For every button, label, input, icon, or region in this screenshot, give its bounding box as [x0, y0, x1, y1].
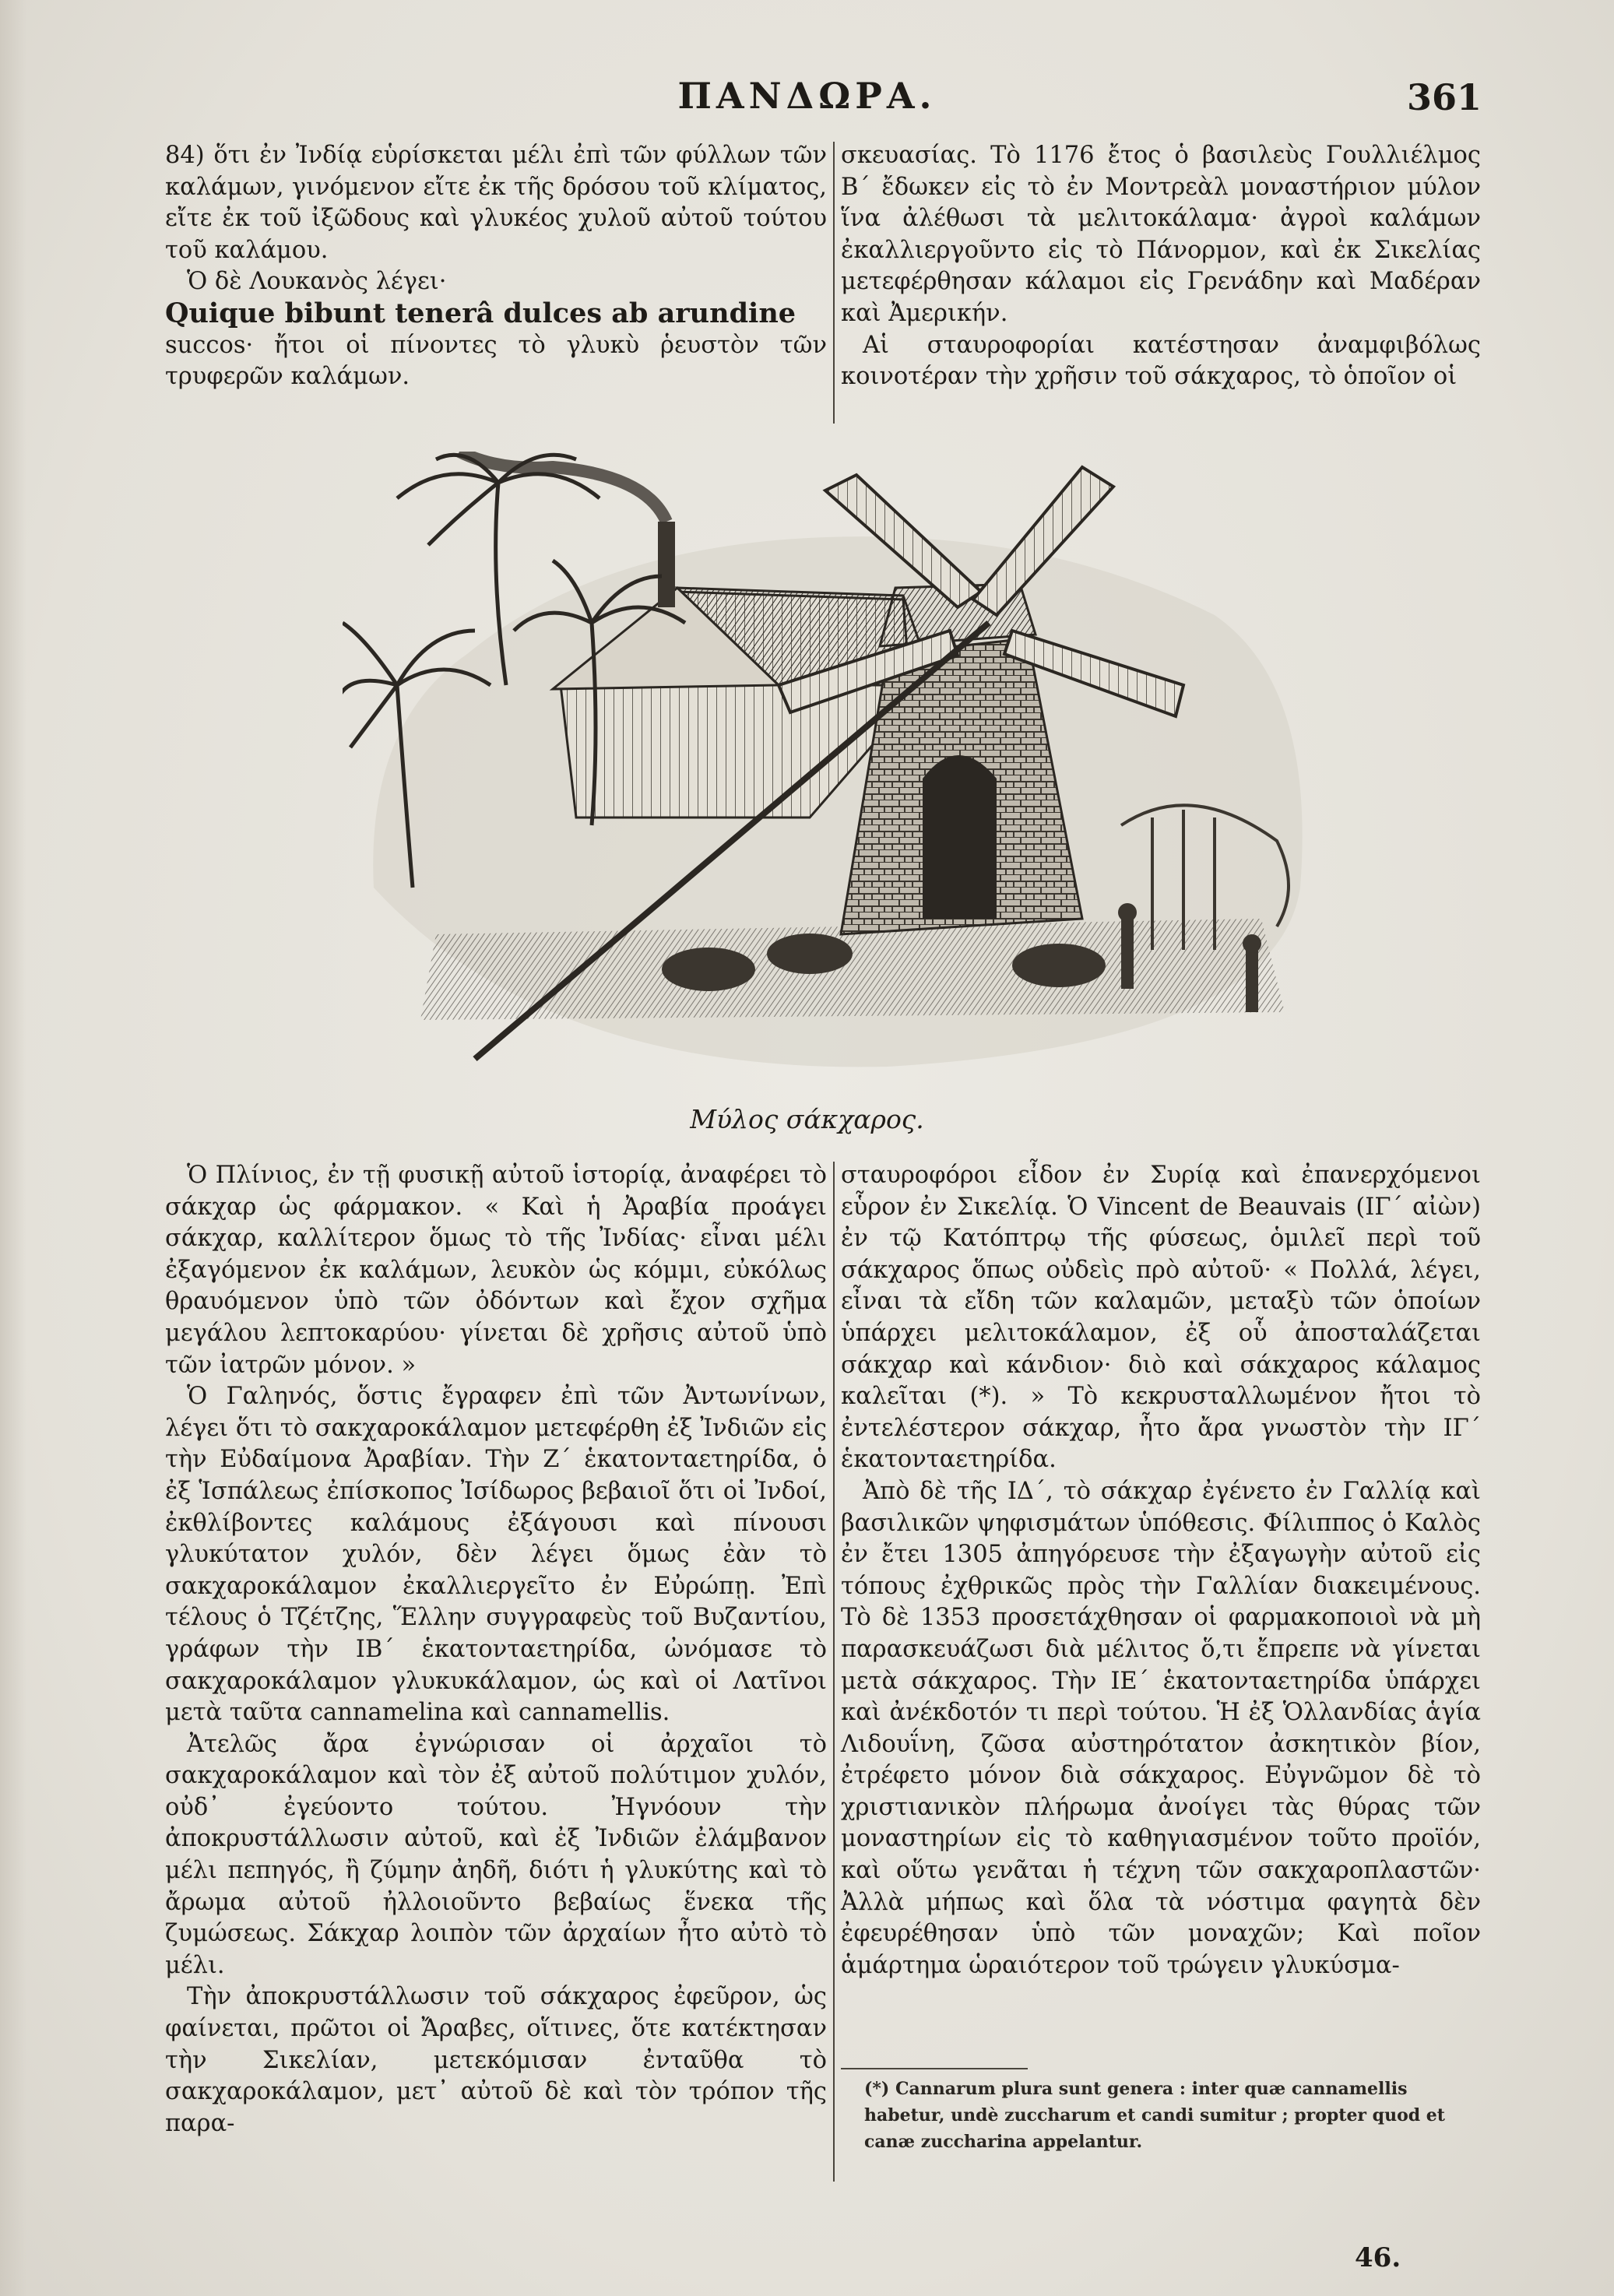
- left-column-bottom: [165, 1160, 827, 2140]
- paragraph: σκευασίας. Τὸ 1176 ἔτος ὁ βασιλεὺς Γουλλιέλμος Β΄ ἔδωκεν εἰς τὸ ἐν Μοντρεὰλ μοναστήριον μύλον ἵνα ἀλέθωσι τὰ μελιτοκάλαμα· ἀγροὶ καλάμων ἐκαλλιεργοῦντο εἰς τὸ Πάνορμον, καὶ ἐκ Σικελίας μετεφέρθησαν κάλαμοι εἰς Γρενάδην καὶ Μαδέραν καὶ Ἀμερικήν.: [841, 142, 1481, 327]
- sugar-mill-engraving: [343, 452, 1331, 1098]
- paragraph: succos· ἤτοι οἱ πίνοντες τὸ γλυκὺ ῥευστὸν τῶν τρυφερῶν καλάμων.: [165, 331, 827, 391]
- column-rule: [833, 142, 835, 424]
- page-number: 361: [1406, 76, 1482, 118]
- paragraph: σταυροφόροι εἶδον ἐν Συρίᾳ καὶ ἐπανερχόμενοι εὗρον ἐν Σικελίᾳ. Ὁ Vincent de Beauvais (ΙΓ΄ αἰὼν) ἐν τῷ Κατόπτρῳ τῆς φύσεως, ὁμιλεῖ περὶ τοῦ σάκχαρος ὅπως οὐδεὶς πρὸ αὐτοῦ· « Πολλά, λέγει, εἶναι τὰ εἴδη τῶν καλαμῶν, μεταξὺ τῶν ὁποίων ὑπάρχει μελιτοκάλαμον, ἐξ οὗ ἀποσταλάζεται σάκχαρ καὶ κάνδιον· διὸ καὶ σάκχαρος κάλαμος καλεῖται (*). » Τὸ κεκρυσταλλωμένον ἤτοι τὸ ἐντελέστερον σάκχαρ, ἦτο ἄρα γνωστὸν τὴν ΙΓ΄ ἑκατονταετηρίδα.: [841, 1162, 1481, 1474]
- paragraph: Ἀτελῶς ἄρα ἐγνώρισαν οἱ ἀρχαῖοι τὸ σακχαροκάλαμον καὶ τὸν ἐξ αὐτοῦ πολύτιμον χυλόν, οὐδ᾽ ἐγεύοντο τούτου. Ἠγνόουν τὴν ἀποκρυστάλλωσιν αὐτοῦ, καὶ ἐξ Ἰνδιῶν ἐλάμβανον μέλι πεπηγός, ἢ ζύμην ἀηδῆ, διότι ἡ γλυκύτης καὶ τὸ ἄρωμα αὐτοῦ ἠλλοιοῦντο βεβαίως ἕνεκα τῆς ζυμώσεως. Σάκχαρ λοιπὸν τῶν ἀρχαίων ἦτο αὐτὸ τὸ μέλι.: [165, 1730, 827, 1979]
- journal-title: ΠΑΝΔΩΡΑ.: [677, 75, 937, 117]
- signature-mark: 46.: [1355, 2242, 1401, 2273]
- paragraph: 84) ὅτι ἐν Ἰνδίᾳ εὑρίσκεται μέλι ἐπὶ τῶν φύλλων τῶν καλάμων, γινόμενον εἴτε ἐκ τῆς δρόσου τοῦ κλίματος, εἴτε ἐκ τοῦ ἰξῶδους καὶ γλυκέος χυλοῦ αὐτοῦ τούτου τοῦ καλάμου.: [165, 142, 827, 264]
- paragraph: Ὁ Γαληνός, ὅστις ἔγραφεν ἐπὶ τῶν Ἀντωνίνων, λέγει ὅτι τὸ σακχαροκάλαμον μετεφέρθη ἐξ Ἰνδιῶν εἰς τὴν Εὐδαίμονα Ἀραβίαν. Τὴν Ζ΄ ἑκατονταετηρίδα, ὁ ἐξ Ἱσπάλεως ἐπίσκοπος Ἰσίδωρος βεβαιοῖ ὅτι οἱ Ἰνδοί, ἐκθλίβοντες καλάμους ἐξάγουσι καὶ πίνουσι γλυκύτατον χυλόν, δὲν λέγει ὅμως ἐὰν τὸ σακχαροκάλαμον ἐκαλλιεργεῖτο ἐν Εὐρώπῃ. Ἐπὶ τέλους ὁ Τζέτζης, Ἕλλην συγγραφεὺς τοῦ Βυζαντίου, γράφων τὴν ΙΒ΄ ἑκατονταετηρίδα, ὠνόμασε τὸ σακχαροκάλαμον γλυκυκάλαμον, ὡς καὶ οἱ Λατῖνοι μετὰ ταῦτα cannamelina καὶ cannamellis.: [165, 1383, 827, 1727]
- paragraph: Ὁ Πλίνιος, ἐν τῇ φυσικῇ αὐτοῦ ἱστορίᾳ, ἀναφέρει τὸ σάκχαρ ὡς φάρμακον. « Καὶ ἡ Ἀραβία προάγει σάκχαρ, καλλίτερον ὅμως τὸ τῆς Ἰνδίας· εἶναι μέλι ἐξαγόμενον ἐκ καλάμων, λευκὸν ὡς κόμμι, εὐκόλως θραυόμενον ὑπὸ τῶν ὀδόντων καὶ ἔχον σχῆμα μεγάλου λεπτοκαρύου· γίνεται δὲ χρῆσις αὐτοῦ ὑπὸ τῶν ἰατρῶν μόνον. »: [165, 1162, 827, 1379]
- illustration-caption: Μύλος σάκχαρος.: [690, 1104, 924, 1134]
- page-gutter-shadow: [0, 0, 26, 2296]
- paragraph: Ὁ δὲ Λουκανὸς λέγει·: [187, 268, 447, 296]
- paragraph: Τὴν ἀποκρυστάλλωσιν τοῦ σάκχαρος ἐφεῦρον, ὡς φαίνεται, πρῶτοι οἱ Ἄραβες, οἵτινες, ὅτε κατέκτησαν τὴν Σικελίαν, μετεκόμισαν ἐνταῦθα τὸ σακχαροκάλαμον, μετ᾽ αὐτοῦ δὲ καὶ τὸν τρόπον τῆς παρα-: [165, 1983, 827, 2137]
- column-rule: [833, 1162, 835, 2182]
- latin-quote: Quique bibunt tenerâ dulces ab arundine: [165, 297, 796, 329]
- left-column-top: [165, 140, 827, 393]
- paragraph: Ἀπὸ δὲ τῆς ΙΔ΄, τὸ σάκχαρ ἐγένετο ἐν Γαλλίᾳ καὶ βασιλικῶν ψηφισμάτων ὑπόθεσις. Φίλιππος ὁ Καλὸς ἐν ἔτει 1305 ἀπηγόρευσε τὴν ἐξαγωγὴν αὐτοῦ εἰς τόπους ἐχθρικῶς πρὸς τὴν Γαλλίαν διακειμένους. Τὸ δὲ 1353 προσετάχθησαν οἱ φαρμακοποιοὶ νὰ μὴ παρασκευάζωσι διὰ μέλιτος ὅ,τι ἔπρεπε νὰ γίνεται μετὰ σάκχαρος. Τὴν ΙΕ΄ ἑκατονταετηρίδα ὑπάρχει καὶ ἀνέκδοτόν τι περὶ τούτου. Ἡ ἐξ Ὁλλανδίας ἁγία Λιδουΐνη, ζῶσα αὐστηρότατον ἀσκητικὸν βίον, ἐτρέφετο μόνον διὰ σάκχαρος. Εὐγνῶμον δὲ τὸ χριστιανικὸν πλήρωμα ἀνοίγει τὰς θύρας τῶν μοναστηρίων εἰς τὸ καθηγιασμένον τοῦτο προϊόν, καὶ οὕτω γενᾶται ἡ τέχνη τῶν σακχαροπλαστῶν· Ἀλλὰ μήπως καὶ ὅλα τὰ νόστιμα φαγητὰ δὲν ἐφευρέθησαν ὑπὸ τῶν μοναχῶν; Καὶ ποῖον ἁμάρτημα ὡραιότερον τοῦ τρώγειν γλυκύσμα-: [841, 1477, 1481, 1979]
- running-head: [0, 75, 1614, 121]
- right-column-bottom: [841, 1160, 1481, 1981]
- paragraph: Αἱ σταυροφορίαι κατέστησαν ἀναμφιβόλως κοινοτέραν τὴν χρῆσιν τοῦ σάκχαρος, τὸ ὁποῖον οἱ: [841, 331, 1481, 391]
- footnote: (*) Cannarum plura sunt genera : inter quæ cannamellis habetur, undè zuccharum et candi sumitur ; propter quod et canæ zuccharina appelantur.: [864, 2079, 1445, 2152]
- footnote-rule: [841, 2068, 1028, 2069]
- right-column-top: [841, 140, 1481, 393]
